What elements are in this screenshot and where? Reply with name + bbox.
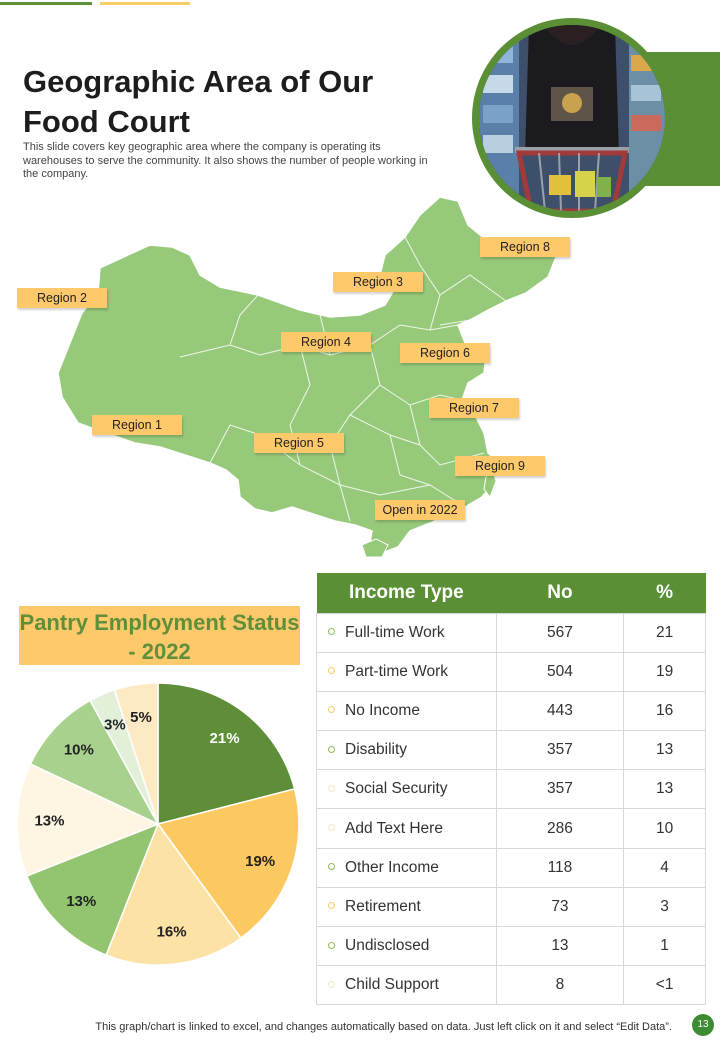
percent-cell: 10 — [624, 809, 706, 848]
count-cell: 13 — [496, 927, 624, 966]
table-header-row — [317, 573, 706, 613]
income-type-text: No Income — [345, 701, 420, 719]
bullet-icon — [328, 981, 335, 988]
income-type-cell — [317, 887, 497, 926]
table-row — [317, 887, 706, 926]
page-number: 13 — [692, 1014, 714, 1036]
pie-data-label: 21% — [209, 730, 240, 748]
header-no: No — [496, 573, 624, 613]
region-6-label: Region 6 — [400, 343, 490, 363]
percent-cell: 16 — [624, 691, 706, 730]
bullet-icon — [328, 863, 335, 870]
percent-cell: 21 — [624, 613, 706, 652]
footer-note: This graph/chart is linked to excel, and changes automatically based on data. Just left click on it and select “Edit Data”. — [95, 1021, 672, 1033]
table-row — [317, 652, 706, 691]
percent-cell: 1 — [624, 927, 706, 966]
percent-cell: 19 — [624, 652, 706, 691]
income-type-cell — [317, 809, 497, 848]
income-type-text: Full-time Work — [345, 623, 445, 641]
income-type-cell — [317, 613, 497, 652]
income-type-text: Child Support — [345, 976, 439, 994]
bullet-icon — [328, 667, 335, 674]
region-5-label: Region 5 — [254, 433, 344, 453]
income-type-text: Disability — [345, 741, 408, 759]
table-row — [317, 848, 706, 887]
region-2-label: Region 2 — [17, 288, 107, 308]
income-type-cell — [317, 770, 497, 809]
bullet-icon — [328, 785, 335, 792]
bullet-icon — [328, 628, 335, 635]
china-region-map — [0, 185, 720, 565]
percent-cell: 13 — [624, 731, 706, 770]
count-cell: 443 — [496, 691, 624, 730]
region-7-label: Region 7 — [429, 398, 519, 418]
count-cell: 357 — [496, 770, 624, 809]
count-cell: 8 — [496, 966, 624, 1005]
bullet-icon — [328, 746, 335, 753]
bullet-icon — [328, 942, 335, 949]
income-type-text: Retirement — [345, 897, 421, 915]
income-type-cell — [317, 652, 497, 691]
top-accent-yellow-line — [100, 2, 190, 5]
count-cell: 118 — [496, 848, 624, 887]
count-cell: 73 — [496, 887, 624, 926]
income-type-text: Undisclosed — [345, 937, 430, 955]
pie-chart-title: Pantry Employment Status - 2022 — [19, 606, 300, 665]
open-in-2022-label: Open in 2022 — [375, 500, 465, 520]
table-row — [317, 770, 706, 809]
region-1-label: Region 1 — [92, 415, 182, 435]
top-accent-green-line — [0, 2, 92, 5]
table-row — [317, 927, 706, 966]
income-type-cell — [317, 848, 497, 887]
pie-data-label: 5% — [130, 708, 152, 726]
bullet-icon — [328, 706, 335, 713]
table-row — [317, 613, 706, 652]
table-row — [317, 691, 706, 730]
percent-cell: <1 — [624, 966, 706, 1005]
bullet-icon — [328, 902, 335, 909]
percent-cell: 13 — [624, 770, 706, 809]
count-cell: 504 — [496, 652, 624, 691]
table-row — [317, 731, 706, 770]
income-type-text: Other Income — [345, 858, 439, 876]
page-title: Geographic Area of Our Food Court — [23, 64, 374, 139]
pie-data-label: 19% — [245, 852, 276, 870]
region-4-label: Region 4 — [281, 332, 371, 352]
income-type-cell — [317, 691, 497, 730]
region-3-label: Region 3 — [333, 272, 423, 292]
income-type-cell — [317, 927, 497, 966]
pie-data-label: 13% — [34, 812, 65, 830]
count-cell: 357 — [496, 731, 624, 770]
header-income-type: Income Type — [317, 573, 497, 613]
region-8-label: Region 8 — [480, 237, 570, 257]
table-row — [317, 809, 706, 848]
pie-data-label: 10% — [63, 741, 94, 759]
income-type-cell — [317, 731, 497, 770]
pie-data-label: 13% — [66, 892, 97, 910]
header-percent: % — [624, 573, 706, 613]
shopping-cart-photo — [479, 25, 665, 211]
bullet-icon — [328, 824, 335, 831]
income-type-text: Add Text Here — [345, 819, 443, 837]
count-cell: 567 — [496, 613, 624, 652]
page-description: This slide covers key geographic area where the company is operating its warehouses to serve the community. It also shows the number of people working in the company. — [23, 141, 428, 180]
pie-data-label: 16% — [156, 923, 187, 941]
count-cell: 286 — [496, 809, 624, 848]
percent-cell: 3 — [624, 887, 706, 926]
percent-cell: 4 — [624, 848, 706, 887]
employment-pie-chart — [10, 676, 310, 976]
income-type-text: Part-time Work — [345, 662, 449, 680]
income-type-table — [316, 573, 706, 1005]
pie-data-label: 3% — [104, 716, 126, 734]
region-9-label: Region 9 — [455, 456, 545, 476]
table-row — [317, 966, 706, 1005]
income-type-text: Social Security — [345, 780, 448, 798]
income-type-cell — [317, 966, 497, 1005]
